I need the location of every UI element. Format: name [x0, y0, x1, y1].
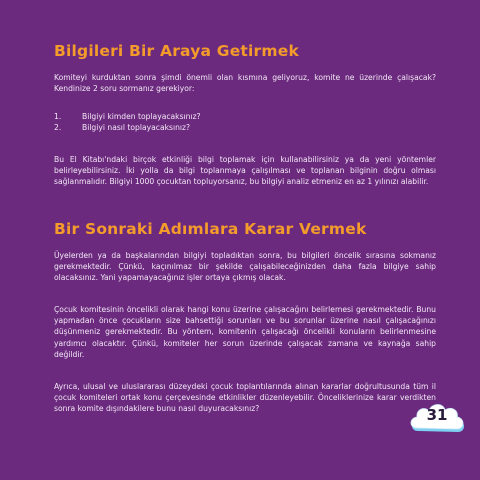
- page-number: 31: [426, 406, 448, 424]
- list-number: 1.: [54, 112, 62, 121]
- question-list: [54, 111, 201, 134]
- body-paragraph: Çocuk komitesinin öncelikli olarak hangi konu üzerine çalışacağını belirlemesi gerekmektedir. Bunu yapmadan önce çocukların size bahsettiği sorunları ve bu sorunlar üzerine nasıl çalışacağınızı düşünmeniz gerekmektedir. Bu yöntem, komitenin çalışacağı öncelikli konuların belirlenmesine yardımcı olacaktır. Çünkü, komiteler her sorun üzerinde çalışacak zamana ve kaynağa sahip değildir.: [54, 305, 436, 359]
- body-paragraph: Ayrıca, ulusal ve uluslararası düzeydeki çocuk toplantılarında alınan kararlar doğrultusunda tüm il çocuk komiteleri ortak konu çerçevesinde etkinlikler düzenleyebilir. Önceliklerinize karar verdikten sonra komite dışındakilere bunu nasıl duyuracaksınız?: [54, 382, 436, 414]
- body-paragraph: Üyelerden ya da başkalarından bilgiyi topladıktan sonra, bu bilgileri öncelik sırasına sokmanız gerekmektedir. Çünkü, kaçınılmaz bir şekilde çalışabileceğinizden daha fazla bilgiye sahip olacaksınız. Yani yapamayacağınız işler ortaya çıkmış olacak.: [54, 251, 436, 283]
- list-text: Bilgiyi kimden toplayacaksınız?: [82, 112, 201, 121]
- intro-paragraph: Komiteyi kurduktan sonra şimdi önemli olan kısmına geliyoruz, komite ne üzerinde çalışacak? Kendinize 2 soru sormanız gerekiyor:: [54, 73, 436, 94]
- section-heading-gathering-information: Bilgileri Bir Araya Getirmek: [54, 42, 299, 60]
- section-heading-next-steps: Bir Sonraki Adımlara Karar Vermek: [54, 220, 367, 238]
- list-number: 2.: [54, 123, 62, 133]
- list-item: [54, 122, 201, 133]
- list-text: Bilgiyi nasıl toplayacaksınız?: [82, 123, 191, 133]
- list-item: [54, 111, 201, 122]
- body-paragraph: Bu El Kitabı'ndaki birçok etkinliği bilgi toplamak için kullanabilirsiniz ya da yeni yöntemler belirleyebilirsiniz. İki yolla da bilgi toplanmaya çalışılması ve toplanan bilginin doğru olması sağlanmalıdır. Bilgiyi 1000 çocuktan topluyorsanız, bu bilgiyi analiz etmeniz en az 1 yılınızı alabilir.: [54, 155, 436, 187]
